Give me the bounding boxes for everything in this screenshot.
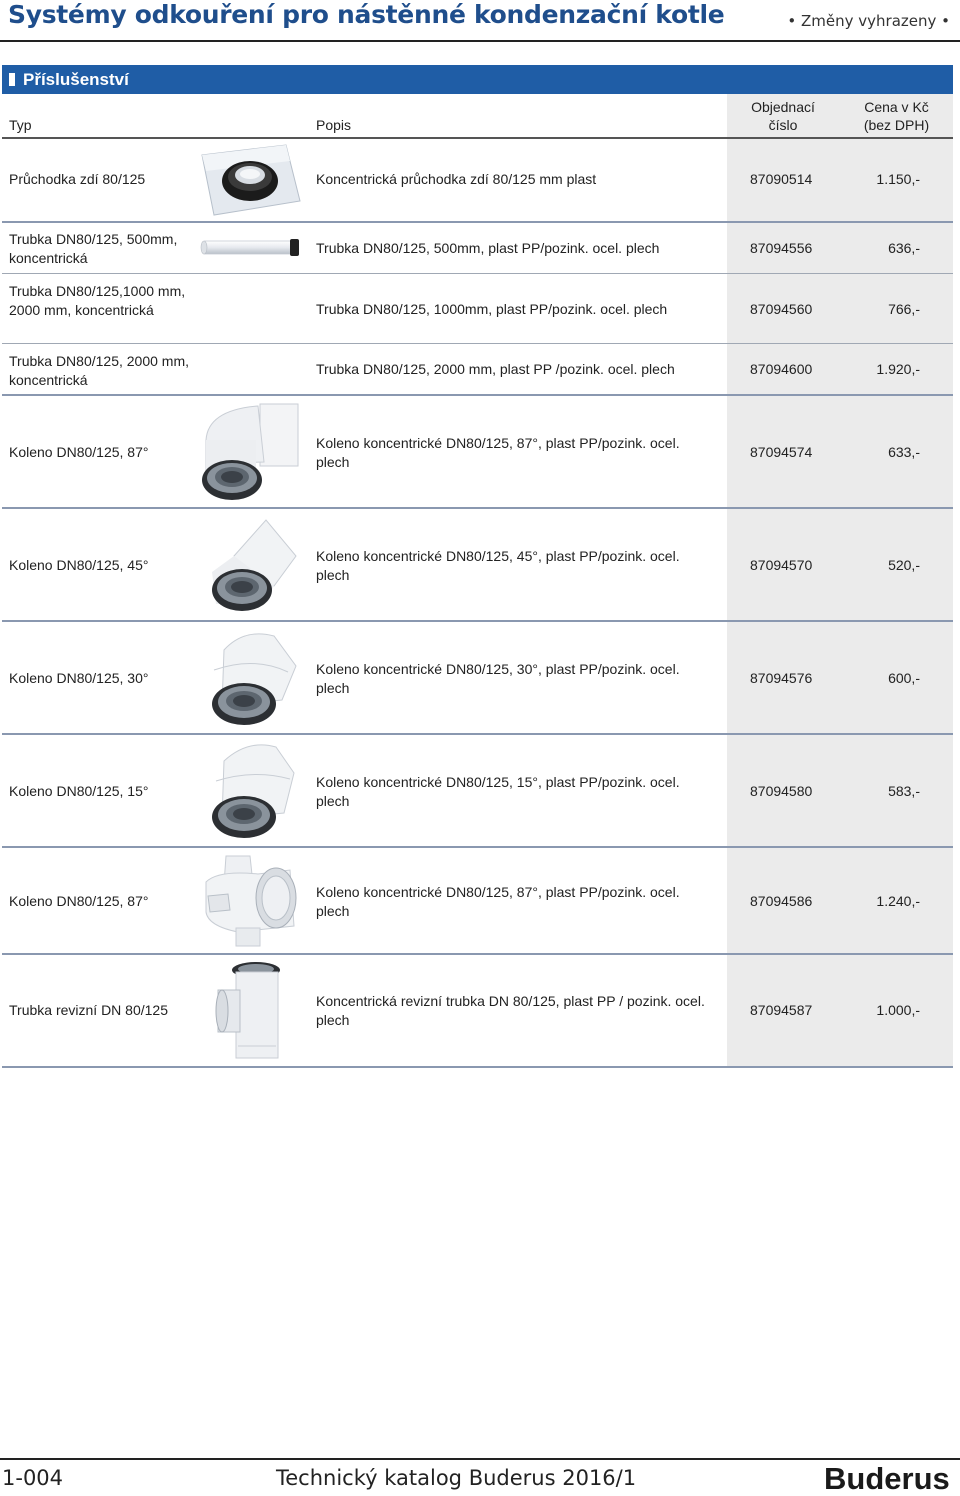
row-separator xyxy=(2,846,953,848)
row-4-popis: Trubka DN80/125, 2000 mm, plast PP /pozink. ocel. plech xyxy=(316,361,675,377)
row-10-popis: Koncentrická revizní trubka DN 80/125, plast PP / pozink. ocel. plech xyxy=(316,993,705,1028)
row-9-typ: Koleno DN80/125, 87° xyxy=(9,893,149,909)
row-5-popis: Koleno koncentrické DN80/125, 87°, plast PP/pozink. ocel. plech xyxy=(316,435,680,470)
row-4-price: 1.920,- xyxy=(876,361,920,377)
buderus-logo xyxy=(824,1461,956,1495)
row-2-code: 87094556 xyxy=(750,240,813,256)
column-header-popis: Popis xyxy=(316,117,352,133)
row-6-popis: Koleno koncentrické DN80/125, 45°, plast PP/pozink. ocel. plech xyxy=(316,548,680,583)
section-marker-icon xyxy=(9,73,15,86)
row-5-price: 633,- xyxy=(888,444,920,460)
row-9-price: 1.240,- xyxy=(876,893,920,909)
row-separator xyxy=(2,1066,953,1068)
row-3-code: 87094560 xyxy=(750,301,813,317)
row-8-price: 583,- xyxy=(888,783,920,799)
row-1-popis: Koncentrická průchodka zdí 80/125 mm plast xyxy=(316,171,597,187)
row-8-typ: Koleno DN80/125, 15° xyxy=(9,783,149,799)
row-4-code: 87094600 xyxy=(750,361,813,377)
row-9-popis: Koleno koncentrické DN80/125, 87°, plast PP/pozink. ocel. plech xyxy=(316,884,680,919)
row-separator xyxy=(2,221,953,223)
row-separator xyxy=(2,733,953,735)
row-8-popis: Koleno koncentrické DN80/125, 15°, plast PP/pozink. ocel. plech xyxy=(316,774,680,809)
elbow-87-inspection-icon xyxy=(198,852,302,948)
row-3-price: 766,- xyxy=(888,301,920,317)
row-separator xyxy=(2,343,953,344)
row-6-price: 520,- xyxy=(888,557,920,573)
elbow-15-icon xyxy=(204,739,298,841)
buderus-logo-text: Buderus xyxy=(824,1461,950,1495)
row-7-popis: Koleno koncentrické DN80/125, 30°, plast PP/pozink. ocel. plech xyxy=(316,661,680,696)
row-2-price: 636,- xyxy=(888,240,920,256)
row-3-typ: Trubka DN80/125,1000 mm, 2000 mm, koncentrická xyxy=(9,283,186,318)
row-2-typ: Trubka DN80/125, 500mm, koncentrická xyxy=(9,231,178,266)
row-3-popis: Trubka DN80/125, 1000mm, plast PP/pozink. ocel. plech xyxy=(316,301,668,317)
row-separator xyxy=(2,507,953,509)
footer-page-number: 1-004 xyxy=(2,1466,64,1490)
row-10-price: 1.000,- xyxy=(876,1002,920,1018)
column-header-code xyxy=(733,98,833,134)
row-8-code: 87094580 xyxy=(750,783,813,799)
row-2-popis: Trubka DN80/125, 500mm, plast PP/pozink. ocel. plech xyxy=(316,240,660,256)
row-7-price: 600,- xyxy=(888,670,920,686)
page-header xyxy=(0,0,960,42)
row-separator xyxy=(2,394,953,396)
page-title: Systémy odkouření pro nástěnné kondenzační kotle xyxy=(8,0,725,29)
column-header-typ: Typ xyxy=(9,117,32,133)
row-6-typ: Koleno DN80/125, 45° xyxy=(9,557,149,573)
footer-catalog: Technický katalog Buderus 2016/1 xyxy=(276,1466,637,1490)
elbow-87-icon xyxy=(198,400,302,504)
row-7-code: 87094576 xyxy=(750,670,813,686)
footer-rule xyxy=(0,1458,960,1460)
column-header-price-line2: (bez DPH) xyxy=(863,117,930,133)
row-separator xyxy=(2,953,953,955)
row-separator xyxy=(2,273,953,274)
row-7-typ: Koleno DN80/125, 30° xyxy=(9,670,149,686)
column-header-price xyxy=(845,98,948,134)
row-4-typ: Trubka DN80/125, 2000 mm, koncentrická xyxy=(9,353,190,388)
row-separator xyxy=(2,620,953,622)
inspection-tee-icon xyxy=(214,960,290,1064)
section-bar xyxy=(2,65,953,94)
column-header-code-line2: číslo xyxy=(768,117,798,133)
column-header-code-line1: Objednací xyxy=(751,99,815,115)
changes-reserved-note: • Změny vyhrazeny • xyxy=(787,12,950,30)
elbow-45-icon xyxy=(204,516,298,614)
row-5-code: 87094574 xyxy=(750,444,813,460)
row-10-code: 87094587 xyxy=(750,1002,813,1018)
row-10-typ: Trubka revizní DN 80/125 xyxy=(9,1002,168,1018)
header-rule xyxy=(2,137,953,139)
wall-flashing-icon xyxy=(198,143,302,217)
elbow-30-icon xyxy=(204,626,298,728)
row-9-code: 87094586 xyxy=(750,893,813,909)
row-5-typ: Koleno DN80/125, 87° xyxy=(9,444,149,460)
row-1-code: 87090514 xyxy=(750,171,813,187)
section-title: Příslušenství xyxy=(23,70,129,89)
row-1-typ: Průchodka zdí 80/125 xyxy=(9,171,146,187)
row-1-price: 1.150,- xyxy=(876,171,920,187)
row-6-code: 87094570 xyxy=(750,557,813,573)
pipe-icon xyxy=(200,236,302,260)
column-header-price-line1: Cena v Kč xyxy=(864,99,929,115)
